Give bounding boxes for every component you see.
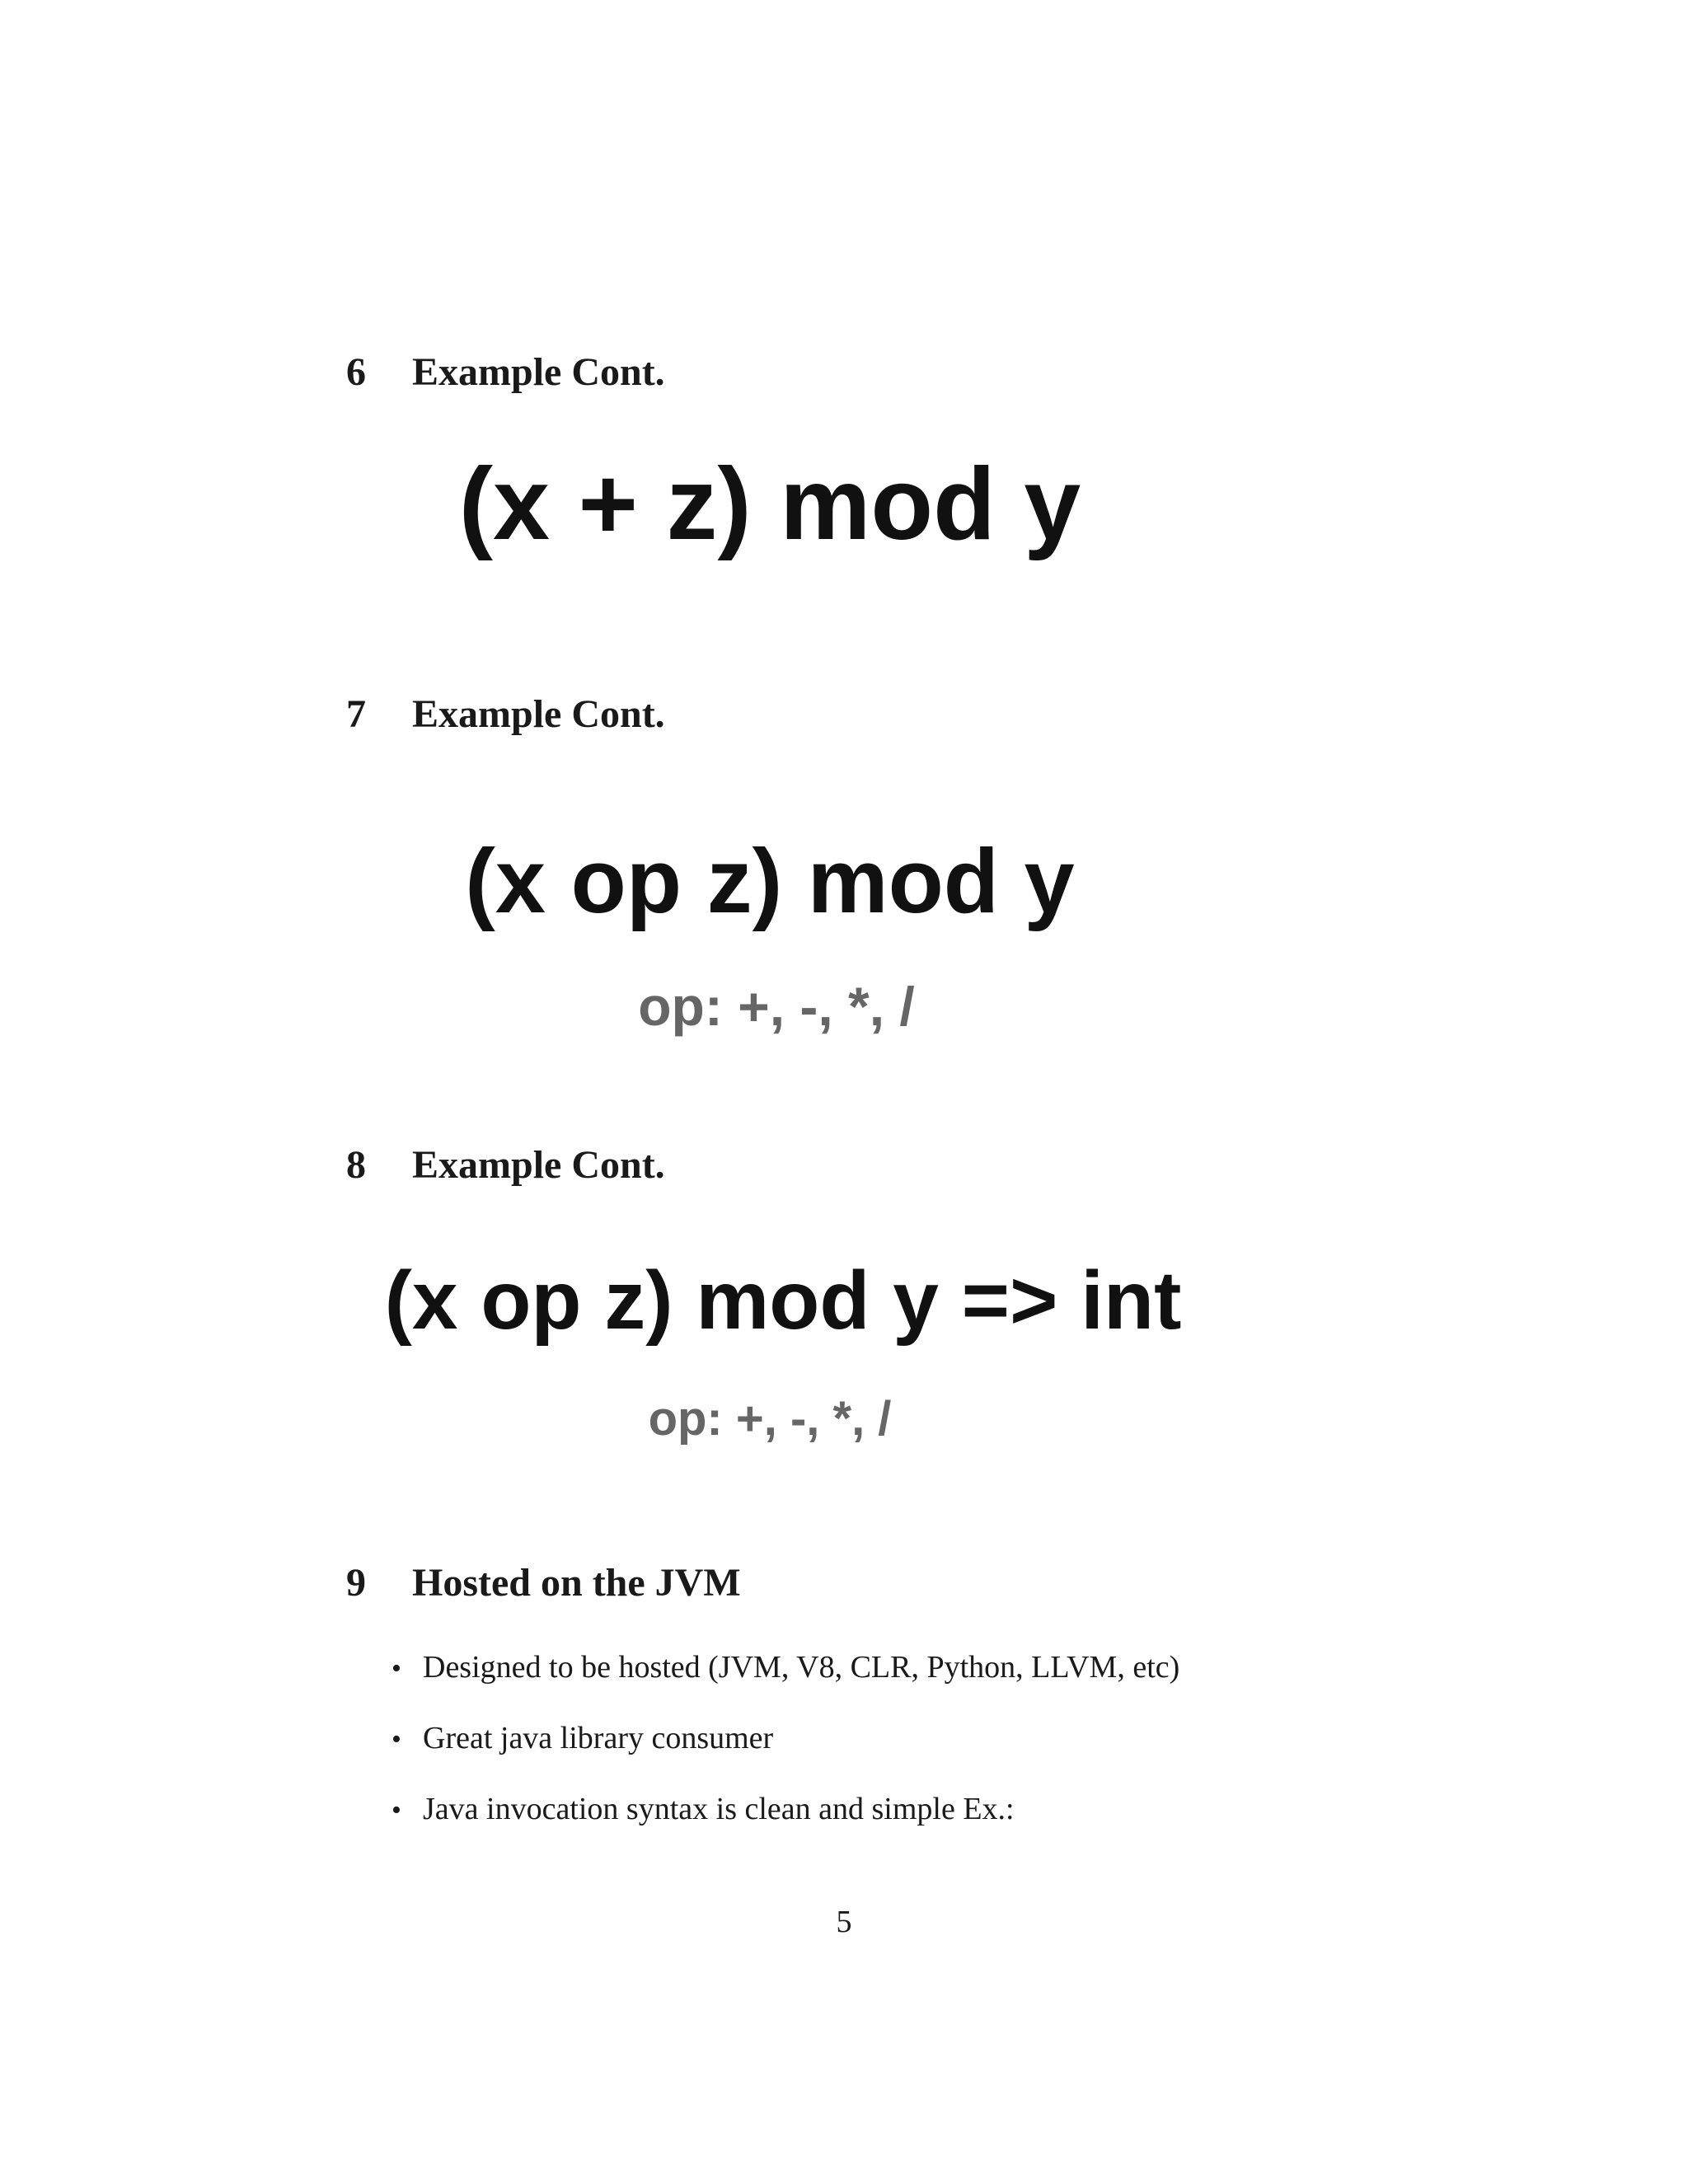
list-item-text: Designed to be hosted (JVM, V8, CLR, Python, LLVM, etc): [423, 1650, 1180, 1685]
section-title: Hosted on the JVM: [412, 1561, 741, 1605]
list-item: [392, 1648, 1179, 1719]
slide-expression-8: (x op z) mod y => int: [384, 1254, 1182, 1347]
section-title: Example Cont.: [412, 1143, 665, 1187]
section-8-heading: [346, 1143, 665, 1187]
section-6-heading: [346, 350, 665, 394]
slide-expression-7: (x op z) mod y: [465, 831, 1075, 932]
list-item: [392, 1719, 1179, 1790]
section-number: 8: [346, 1143, 366, 1187]
section-7-heading: [346, 692, 665, 736]
bullet-icon: •: [392, 1724, 401, 1755]
section-9-heading: [346, 1563, 741, 1603]
section-title: Example Cont.: [412, 692, 665, 736]
bullet-list: [392, 1648, 1179, 1861]
list-item-text: Java invocation syntax is clean and simple Ex.:: [423, 1792, 1015, 1826]
slide-expression-6: (x + z) mod y: [458, 448, 1081, 561]
section-number: 7: [346, 692, 366, 736]
bullet-icon: •: [392, 1653, 401, 1684]
list-item: [392, 1790, 1179, 1861]
bullet-icon: •: [392, 1795, 401, 1825]
slide-subtext-7: op: +, -, *, /: [638, 976, 915, 1037]
section-number: 9: [346, 1561, 366, 1605]
slide-subtext-8: op: +, -, *, /: [648, 1392, 892, 1446]
list-item-text: Great java library consumer: [423, 1721, 774, 1755]
page-number: 5: [836, 1905, 852, 1939]
section-title: Example Cont.: [412, 350, 665, 394]
section-number: 6: [346, 350, 366, 394]
